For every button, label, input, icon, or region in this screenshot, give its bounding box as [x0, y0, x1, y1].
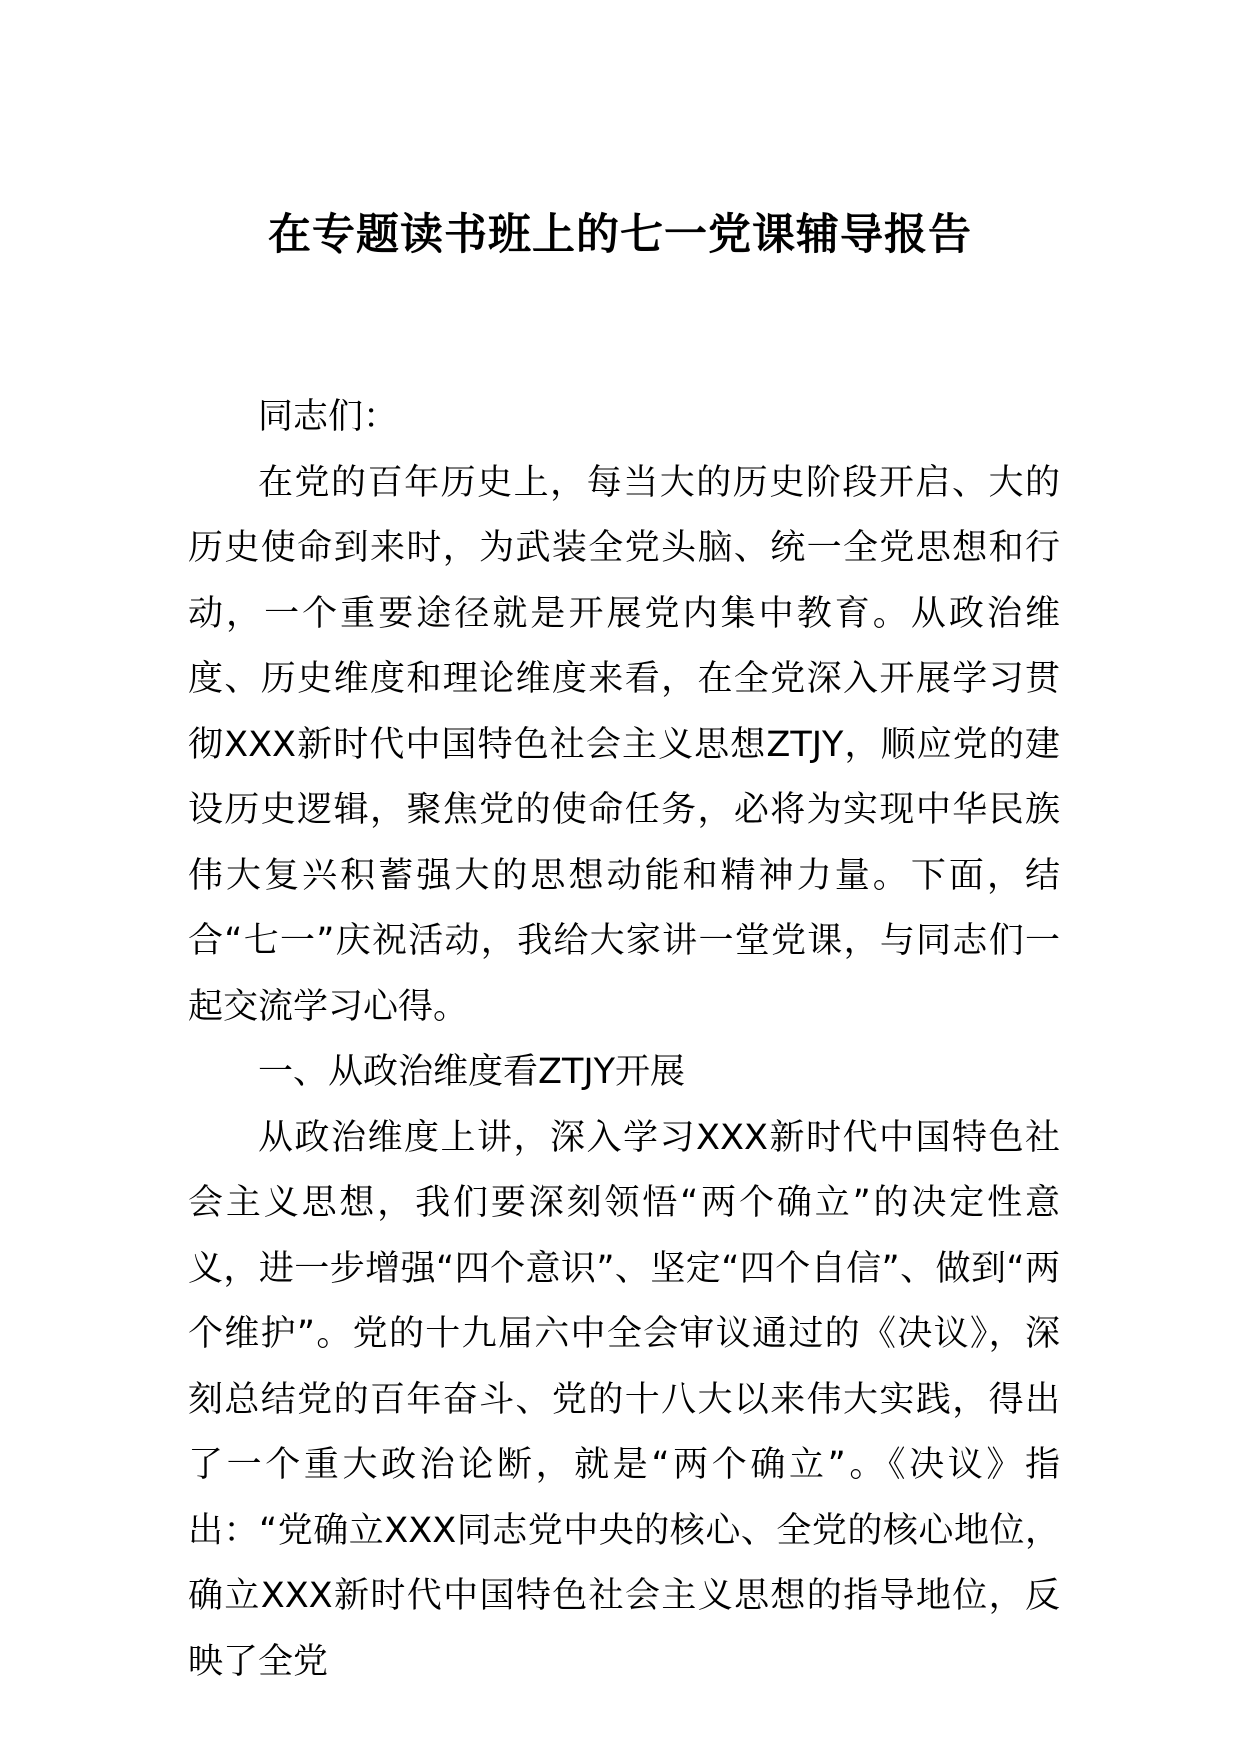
salutation: 同志们：: [258, 397, 399, 437]
section-heading-1: 一、从政治维度看ZTJY开展: [258, 1052, 686, 1092]
document-title: 在专题读书班上的七一党课辅导报告: [268, 210, 972, 260]
paragraph-section-1: 从政治维度上讲，深入学习XXX新时代中国特色社会主义思想，我们要深刻领悟“两个确立”的决定性意义，进一步增强“四个意识”、坚定“四个自信”、做到“两个维护”。党的十九届六中全会审议通过的《决议》，深刻总结党的百年奋斗、党的十八大以来伟大实践，得出了一个重大政治论断，就是“两个确立”。《决议》指出：“党确立XXX同志党中央的核心、全党的核心地位，确立XXX新时代中国特色社会主义思想的指导地位，反映了全党: [188, 1117, 1060, 1682]
document-body: [188, 385, 1060, 1695]
paragraph-intro: 在党的百年历史上，每当大的历史阶段开启、大的历史使命到来时，为武装全党头脑、统一全党思想和行动，一个重要途径就是开展党内集中教育。从政治维度、历史维度和理论维度来看，在全党深入开展学习贯彻XXX新时代中国特色社会主义思想ZTJY，顺应党的建设历史逻辑，聚焦党的使命任务，必将为实现中华民族伟大复兴积蓄强大的思想动能和精神力量。下面，结合“七一”庆祝活动，我给大家讲一堂党课，与同志们一起交流学习心得。: [188, 462, 1060, 1027]
